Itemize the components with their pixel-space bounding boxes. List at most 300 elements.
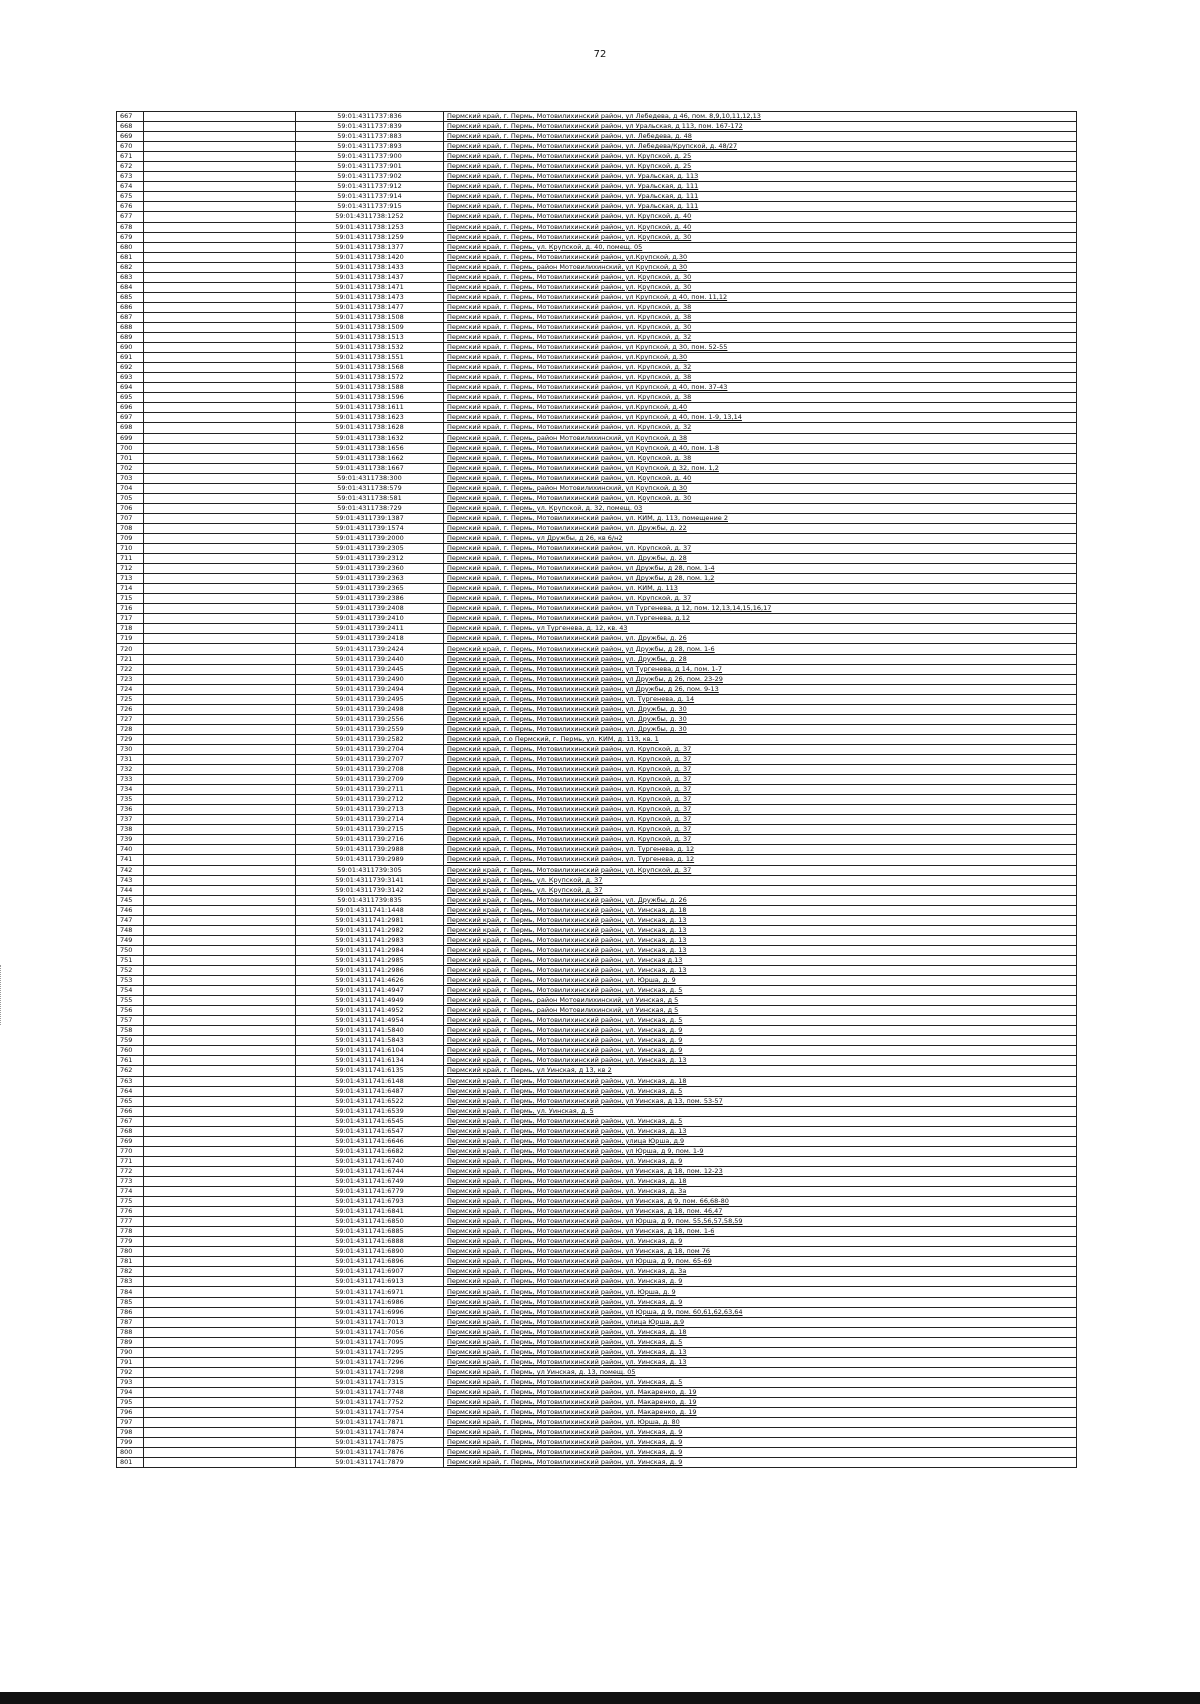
cadastral-number-cell: 59:01:4311737:893: [296, 142, 444, 152]
cadastral-number-cell: 59:01:4311739:2408: [296, 604, 444, 614]
row-number-cell: 779: [117, 1237, 144, 1247]
empty-cell: [144, 1046, 296, 1056]
empty-cell: [144, 493, 296, 503]
row-number-cell: 790: [117, 1347, 144, 1357]
table-row: [117, 122, 1077, 132]
address-cell: Пермский край, г. Пермь, Мотовилихинский район, ул. Лебедева/Крупской, д. 48/27: [444, 142, 1077, 152]
row-number-cell: 781: [117, 1257, 144, 1267]
empty-cell: [144, 1408, 296, 1418]
scan-artifact: [0, 965, 4, 1025]
address-cell: Пермский край, г. Пермь, Мотовилихинский район, ул. Крупской, д. 37: [444, 815, 1077, 825]
row-number-cell: 673: [117, 172, 144, 182]
empty-cell: [144, 584, 296, 594]
cadastral-number-cell: 59:01:4311741:6913: [296, 1277, 444, 1287]
row-number-cell: 795: [117, 1398, 144, 1408]
empty-cell: [144, 935, 296, 945]
address-cell: Пермский край, г. Пермь, Мотовилихинский район, ул. Крупской, д. 37: [444, 795, 1077, 805]
row-number-cell: 669: [117, 132, 144, 142]
table-row: [117, 714, 1077, 724]
table-row: [117, 845, 1077, 855]
row-number-cell: 727: [117, 714, 144, 724]
address-cell: Пермский край, г. Пермь, Мотовилихинский район, ул. Уинская, д. 9: [444, 1458, 1077, 1468]
address-cell: Пермский край, г. Пермь, Мотовилихинский район, ул. Уральская, д. 113: [444, 172, 1077, 182]
table-row: [117, 302, 1077, 312]
row-number-cell: 752: [117, 965, 144, 975]
address-cell: Пермский край, г. Пермь, Мотовилихинский район, ул. Уинская, д. 9: [444, 1036, 1077, 1046]
cadastral-number-cell: 59:01:4311739:2559: [296, 724, 444, 734]
address-cell: Пермский край, г. Пермь, Мотовилихинский район, ул. Крупской, д. 30: [444, 282, 1077, 292]
row-number-cell: 794: [117, 1387, 144, 1397]
address-cell: Пермский край, г. Пермь, Мотовилихинский район, ул Крупской, д 40, пом. 1-8: [444, 443, 1077, 453]
address-cell: Пермский край, г. Пермь, Мотовилихинский район, ул. Тургенева, д. 12: [444, 855, 1077, 865]
address-cell: Пермский край, г. Пермь, Мотовилихинский район, ул. Крупской, д. 32: [444, 363, 1077, 373]
empty-cell: [144, 1116, 296, 1126]
address-cell: Пермский край, г. Пермь, ул Тургенева, д. 12, кв. 43: [444, 624, 1077, 634]
table-row: [117, 885, 1077, 895]
table-row: [117, 775, 1077, 785]
address-cell: Пермский край, г. Пермь, Мотовилихинский район, ул. Уинская, д. 3а: [444, 1267, 1077, 1277]
row-number-cell: 709: [117, 533, 144, 543]
table-row: [117, 584, 1077, 594]
address-cell: Пермский край, г. Пермь, Мотовилихинский район, ул. КИМ, д. 113: [444, 584, 1077, 594]
address-cell: Пермский край, г. Пермь, Мотовилихинский район, ул. Уинская д.13: [444, 955, 1077, 965]
address-cell: Пермский край, г. Пермь, Мотовилихинский район, ул Дружбы, д 26, пом. 23-29: [444, 674, 1077, 684]
cadastral-number-cell: 59:01:4311739:2709: [296, 775, 444, 785]
table-row: [117, 614, 1077, 624]
row-number-cell: 675: [117, 192, 144, 202]
address-cell: Пермский край, г. Пермь, Мотовилихинский район, ул. Крупской, д. 38: [444, 302, 1077, 312]
row-number-cell: 739: [117, 835, 144, 845]
address-cell: Пермский край, г. Пермь, ул Уинская, д. 13, помещ. 05: [444, 1367, 1077, 1377]
row-number-cell: 801: [117, 1458, 144, 1468]
table-row: [117, 594, 1077, 604]
address-cell: Пермский край, г. Пермь, Мотовилихинский район, ул. Уинская, д. 9: [444, 1438, 1077, 1448]
cadastral-number-cell: 59:01:4311741:6547: [296, 1126, 444, 1136]
empty-cell: [144, 242, 296, 252]
row-number-cell: 718: [117, 624, 144, 634]
table-row: [117, 232, 1077, 242]
cadastral-number-cell: 59:01:4311739:2360: [296, 564, 444, 574]
address-cell: Пермский край, г. Пермь, Мотовилихинский район, ул. Уинская, д. 13: [444, 965, 1077, 975]
row-number-cell: 754: [117, 986, 144, 996]
row-number-cell: 759: [117, 1036, 144, 1046]
empty-cell: [144, 986, 296, 996]
cadastral-number-cell: 59:01:4311739:2363: [296, 574, 444, 584]
table-row: [117, 755, 1077, 765]
table-row: [117, 413, 1077, 423]
cadastral-number-cell: 59:01:4311741:6682: [296, 1146, 444, 1156]
table-row: [117, 1327, 1077, 1337]
row-number-cell: 780: [117, 1247, 144, 1257]
table-row: [117, 1026, 1077, 1036]
address-cell: Пермский край, г. Пермь, Мотовилихинский район, ул. Крупской, д. 38: [444, 312, 1077, 322]
empty-cell: [144, 1277, 296, 1287]
address-cell: Пермский край, г. Пермь, Мотовилихинский район, ул. Крупской, д. 32: [444, 333, 1077, 343]
table-row: [117, 865, 1077, 875]
row-number-cell: 725: [117, 694, 144, 704]
table-row: [117, 734, 1077, 744]
empty-cell: [144, 302, 296, 312]
address-cell: Пермский край, г. Пермь, Мотовилихинский район, ул. Уинская, д. 9: [444, 1448, 1077, 1458]
row-number-cell: 684: [117, 282, 144, 292]
address-cell: Пермский край, г. Пермь, Мотовилихинский район, ул. Крупской, д. 38: [444, 393, 1077, 403]
row-number-cell: 789: [117, 1337, 144, 1347]
row-number-cell: 678: [117, 222, 144, 232]
cadastral-number-cell: 59:01:4311741:6646: [296, 1136, 444, 1146]
cadastral-number-cell: 59:01:4311738:581: [296, 493, 444, 503]
cadastral-number-cell: 59:01:4311739:2707: [296, 755, 444, 765]
row-number-cell: 769: [117, 1136, 144, 1146]
address-cell: Пермский край, г. Пермь, Мотовилихинский район, ул. Крупской, д. 37: [444, 594, 1077, 604]
row-number-cell: 721: [117, 654, 144, 664]
cadastral-number-cell: 59:01:4311739:305: [296, 865, 444, 875]
address-cell: Пермский край, г. Пермь, Мотовилихинский район, ул. Уинская, д. 18: [444, 1176, 1077, 1186]
cadastral-number-cell: 59:01:4311738:1572: [296, 373, 444, 383]
empty-cell: [144, 312, 296, 322]
table-row: [117, 1176, 1077, 1186]
address-cell: Пермский край, г. Пермь, Мотовилихинский район, ул. Крупской, д. 37: [444, 785, 1077, 795]
empty-cell: [144, 1307, 296, 1317]
address-cell: Пермский край, г. Пермь, Мотовилихинский район, ул. Уинская, д. 18: [444, 1076, 1077, 1086]
cadastral-number-cell: 59:01:4311738:1551: [296, 353, 444, 363]
row-number-cell: 697: [117, 413, 144, 423]
row-number-cell: 670: [117, 142, 144, 152]
address-cell: Пермский край, г. Пермь, Мотовилихинский район, ул. Крупской, д. 30: [444, 272, 1077, 282]
cadastral-number-cell: 59:01:4311739:2365: [296, 584, 444, 594]
row-number-cell: 798: [117, 1428, 144, 1438]
cadastral-number-cell: 59:01:4311739:2386: [296, 594, 444, 604]
cadastral-number-cell: 59:01:4311738:1437: [296, 272, 444, 282]
cadastral-number-cell: 59:01:4311738:1433: [296, 262, 444, 272]
empty-cell: [144, 132, 296, 142]
empty-cell: [144, 574, 296, 584]
address-cell: Пермский край, г. Пермь, Мотовилихинский район, ул Уинская, д 18, пом. 12-23: [444, 1166, 1077, 1176]
row-number-cell: 772: [117, 1166, 144, 1176]
cadastral-number-cell: 59:01:4311739:2714: [296, 815, 444, 825]
row-number-cell: 742: [117, 865, 144, 875]
page-number: 72: [593, 49, 607, 60]
table-row: [117, 1428, 1077, 1438]
table-row: [117, 393, 1077, 403]
row-number-cell: 714: [117, 584, 144, 594]
row-number-cell: 797: [117, 1418, 144, 1428]
table-row: [117, 1197, 1077, 1207]
registry-body: [117, 112, 1077, 1468]
address-cell: Пермский край, г. Пермь, Мотовилихинский район, ул. Уинская, д. 9: [444, 1297, 1077, 1307]
address-cell: Пермский край, г. Пермь, Мотовилихинский район, ул. Уинская, д. 9: [444, 1428, 1077, 1438]
table-row: [117, 1207, 1077, 1217]
address-cell: Пермский край, г. Пермь, Мотовилихинский район, ул. Уинская, д. 9: [444, 1277, 1077, 1287]
empty-cell: [144, 262, 296, 272]
cadastral-number-cell: 59:01:4311741:6744: [296, 1166, 444, 1176]
address-cell: Пермский край, г. Пермь, Мотовилихинский район, ул Юрша, д 9, пом. 60,61,62,63,64: [444, 1307, 1077, 1317]
row-number-cell: 681: [117, 252, 144, 262]
table-row: [117, 1387, 1077, 1397]
address-cell: Пермский край, г. Пермь, Мотовилихинский район, ул. Дружбы, д. 28: [444, 554, 1077, 564]
cadastral-number-cell: 59:01:4311739:2410: [296, 614, 444, 624]
empty-cell: [144, 1146, 296, 1156]
table-row: [117, 373, 1077, 383]
cadastral-number-cell: 59:01:4311741:2985: [296, 955, 444, 965]
table-row: [117, 986, 1077, 996]
table-row: [117, 1116, 1077, 1126]
table-row: [117, 724, 1077, 734]
row-number-cell: 700: [117, 443, 144, 453]
row-number-cell: 747: [117, 915, 144, 925]
empty-cell: [144, 915, 296, 925]
cadastral-number-cell: 59:01:4311739:2495: [296, 694, 444, 704]
row-number-cell: 696: [117, 403, 144, 413]
address-cell: Пермский край, г. Пермь, Мотовилихинский район, ул Дружбы, д 26, пом. 9-13: [444, 684, 1077, 694]
address-cell: Пермский край, г. Пермь, Мотовилихинский район, ул. КИМ, д. 113, помещение 2: [444, 513, 1077, 523]
table-row: [117, 795, 1077, 805]
row-number-cell: 745: [117, 895, 144, 905]
cadastral-number-cell: 59:01:4311737:901: [296, 162, 444, 172]
cadastral-number-cell: 59:01:4311739:2445: [296, 664, 444, 674]
empty-cell: [144, 905, 296, 915]
table-row: [117, 996, 1077, 1006]
row-number-cell: 699: [117, 433, 144, 443]
table-row: [117, 544, 1077, 554]
table-row: [117, 1337, 1077, 1347]
cadastral-number-cell: 59:01:4311741:6890: [296, 1247, 444, 1257]
table-row: [117, 292, 1077, 302]
address-cell: Пермский край, г. Пермь, Мотовилихинский район, ул. Уинская, д. 3а: [444, 1187, 1077, 1197]
cadastral-number-cell: 59:01:4311738:1632: [296, 433, 444, 443]
address-cell: Пермский край, г. Пермь, Мотовилихинский район, ул. Крупской, д. 40: [444, 222, 1077, 232]
row-number-cell: 793: [117, 1377, 144, 1387]
table-row: [117, 1046, 1077, 1056]
cadastral-number-cell: 59:01:4311741:7876: [296, 1448, 444, 1458]
empty-cell: [144, 1347, 296, 1357]
table-row: [117, 322, 1077, 332]
table-row: [117, 262, 1077, 272]
address-cell: Пермский край, г. Пермь, ул. Уинская, д. 5: [444, 1106, 1077, 1116]
cadastral-number-cell: 59:01:4311741:7295: [296, 1347, 444, 1357]
row-number-cell: 776: [117, 1207, 144, 1217]
address-cell: Пермский край, г. Пермь, Мотовилихинский район, ул. Макаренко, д. 19: [444, 1387, 1077, 1397]
table-row: [117, 1016, 1077, 1026]
table-row: [117, 1287, 1077, 1297]
table-row: [117, 744, 1077, 754]
table-row: [117, 162, 1077, 172]
row-number-cell: 763: [117, 1076, 144, 1086]
empty-cell: [144, 413, 296, 423]
table-row: [117, 1247, 1077, 1257]
cadastral-number-cell: 59:01:4311741:7875: [296, 1438, 444, 1448]
row-number-cell: 720: [117, 644, 144, 654]
cadastral-number-cell: 59:01:4311741:7056: [296, 1327, 444, 1337]
empty-cell: [144, 945, 296, 955]
cadastral-number-cell: 59:01:4311741:5840: [296, 1026, 444, 1036]
cadastral-number-cell: 59:01:4311739:2440: [296, 654, 444, 664]
cadastral-number-cell: 59:01:4311741:4949: [296, 996, 444, 1006]
empty-cell: [144, 1438, 296, 1448]
cadastral-number-cell: 59:01:4311737:883: [296, 132, 444, 142]
cadastral-number-cell: 59:01:4311739:2711: [296, 785, 444, 795]
table-row: [117, 1086, 1077, 1096]
cadastral-number-cell: 59:01:4311739:1387: [296, 513, 444, 523]
empty-cell: [144, 353, 296, 363]
address-cell: Пермский край, г. Пермь, Мотовилихинский район, улица Юрша, д.9: [444, 1136, 1077, 1146]
address-cell: Пермский край, г. Пермь, Мотовилихинский район, ул. Уинская, д. 5: [444, 1337, 1077, 1347]
cadastral-number-cell: 59:01:4311741:7879: [296, 1458, 444, 1468]
cadastral-number-cell: 59:01:4311741:6850: [296, 1217, 444, 1227]
address-cell: Пермский край, г. Пермь, Мотовилихинский район, ул. Уинская, д. 13: [444, 1056, 1077, 1066]
cadastral-number-cell: 59:01:4311739:2989: [296, 855, 444, 865]
row-number-cell: 711: [117, 554, 144, 564]
table-row: [117, 312, 1077, 322]
address-cell: Пермский край, г. Пермь, Мотовилихинский район, ул Крупской, д 40, пом. 1-9, 13,14: [444, 413, 1077, 423]
cadastral-number-cell: 59:01:4311741:6545: [296, 1116, 444, 1126]
empty-cell: [144, 252, 296, 262]
empty-cell: [144, 1076, 296, 1086]
cadastral-number-cell: 59:01:4311738:1656: [296, 443, 444, 453]
cadastral-number-cell: 59:01:4311741:7013: [296, 1317, 444, 1327]
address-cell: Пермский край, г. Пермь, Мотовилихинский район, ул. Крупской, д. 37: [444, 744, 1077, 754]
row-number-cell: 773: [117, 1176, 144, 1186]
cadastral-number-cell: 59:01:4311741:2986: [296, 965, 444, 975]
cadastral-number-cell: 59:01:4311741:6749: [296, 1176, 444, 1186]
row-number-cell: 788: [117, 1327, 144, 1337]
address-cell: Пермский край, г. Пермь, Мотовилихинский район, ул. Дружбы, д. 22: [444, 523, 1077, 533]
table-row: [117, 142, 1077, 152]
empty-cell: [144, 1317, 296, 1327]
address-cell: Пермский край, г. Пермь, Мотовилихинский район, ул. Крупской, д. 37: [444, 825, 1077, 835]
table-row: [117, 1126, 1077, 1136]
row-number-cell: 712: [117, 564, 144, 574]
cadastral-number-cell: 59:01:4311739:2411: [296, 624, 444, 634]
row-number-cell: 719: [117, 634, 144, 644]
address-cell: Пермский край, г. Пермь, Мотовилихинский район, ул. Крупской, д. 40: [444, 473, 1077, 483]
cadastral-number-cell: 59:01:4311737:915: [296, 202, 444, 212]
empty-cell: [144, 523, 296, 533]
cadastral-number-cell: 59:01:4311739:1574: [296, 523, 444, 533]
table-row: [117, 132, 1077, 142]
address-cell: Пермский край, г. Пермь, Мотовилихинский район, ул.Крупской, д.40: [444, 403, 1077, 413]
table-row: [117, 1056, 1077, 1066]
table-row: [117, 453, 1077, 463]
table-row: [117, 965, 1077, 975]
empty-cell: [144, 744, 296, 754]
address-cell: Пермский край, г. Пермь, район Мотовилихинский, ул Крупской, д 30: [444, 262, 1077, 272]
row-number-cell: 746: [117, 905, 144, 915]
address-cell: Пермский край, г. Пермь, Мотовилихинский район, ул. Тургенева, д. 12: [444, 845, 1077, 855]
row-number-cell: 694: [117, 383, 144, 393]
table-row: [117, 1187, 1077, 1197]
table-row: [117, 1076, 1077, 1086]
table-row: [117, 976, 1077, 986]
table-row: [117, 895, 1077, 905]
address-cell: Пермский край, г. Пермь, район Мотовилихинский, ул Уинская, д 5: [444, 996, 1077, 1006]
empty-cell: [144, 172, 296, 182]
table-row: [117, 1377, 1077, 1387]
row-number-cell: 740: [117, 845, 144, 855]
cadastral-number-cell: 59:01:4311737:914: [296, 192, 444, 202]
cadastral-number-cell: 59:01:4311738:1532: [296, 343, 444, 353]
row-number-cell: 757: [117, 1016, 144, 1026]
row-number-cell: 768: [117, 1126, 144, 1136]
row-number-cell: 774: [117, 1187, 144, 1197]
row-number-cell: 728: [117, 724, 144, 734]
cadastral-number-cell: 59:01:4311741:7095: [296, 1337, 444, 1347]
row-number-cell: 693: [117, 373, 144, 383]
cadastral-number-cell: 59:01:4311738:1513: [296, 333, 444, 343]
table-row: [117, 564, 1077, 574]
address-cell: Пермский край, г. Пермь, Мотовилихинский район, ул. Крупской, д. 25: [444, 152, 1077, 162]
row-number-cell: 683: [117, 272, 144, 282]
table-row: [117, 272, 1077, 282]
cadastral-number-cell: 59:01:4311737:900: [296, 152, 444, 162]
address-cell: Пермский край, г. Пермь, Мотовилихинский район, ул. Крупской, д. 25: [444, 162, 1077, 172]
empty-cell: [144, 212, 296, 222]
cadastral-number-cell: 59:01:4311741:7874: [296, 1428, 444, 1438]
row-number-cell: 724: [117, 684, 144, 694]
empty-cell: [144, 654, 296, 664]
table-row: [117, 925, 1077, 935]
row-number-cell: 704: [117, 483, 144, 493]
registry-table: [116, 111, 1077, 1468]
empty-cell: [144, 1398, 296, 1408]
table-row: [117, 433, 1077, 443]
table-row: [117, 152, 1077, 162]
cadastral-number-cell: 59:01:4311739:2305: [296, 544, 444, 554]
table-row: [117, 353, 1077, 363]
table-row: [117, 252, 1077, 262]
row-number-cell: 787: [117, 1317, 144, 1327]
table-row: [117, 503, 1077, 513]
address-cell: Пермский край, г. Пермь, Мотовилихинский район, ул. Юрша, д. 9: [444, 1287, 1077, 1297]
row-number-cell: 738: [117, 825, 144, 835]
cadastral-number-cell: 59:01:4311739:2582: [296, 734, 444, 744]
address-cell: Пермский край, г. Пермь, ул Уинская, д 13, кв 2: [444, 1066, 1077, 1076]
table-row: [117, 1257, 1077, 1267]
cadastral-number-cell: 59:01:4311739:2988: [296, 845, 444, 855]
empty-cell: [144, 1297, 296, 1307]
address-cell: Пермский край, г. Пермь, Мотовилихинский район, ул. Уинская, д. 5: [444, 1377, 1077, 1387]
cadastral-number-cell: 59:01:4311739:2708: [296, 765, 444, 775]
row-number-cell: 722: [117, 664, 144, 674]
address-cell: Пермский край, г. Пермь, Мотовилихинский район, ул. Дружбы, д. 30: [444, 714, 1077, 724]
row-number-cell: 762: [117, 1066, 144, 1076]
empty-cell: [144, 1166, 296, 1176]
row-number-cell: 706: [117, 503, 144, 513]
empty-cell: [144, 865, 296, 875]
empty-cell: [144, 1217, 296, 1227]
address-cell: Пермский край, г. Пермь, ул. Крупской, д. 37: [444, 875, 1077, 885]
cadastral-number-cell: 59:01:4311741:6841: [296, 1207, 444, 1217]
empty-cell: [144, 433, 296, 443]
row-number-cell: 671: [117, 152, 144, 162]
empty-cell: [144, 1257, 296, 1267]
row-number-cell: 758: [117, 1026, 144, 1036]
address-cell: Пермский край, г. Пермь, Мотовилихинский район, ул. Уинская, д. 13: [444, 935, 1077, 945]
cadastral-number-cell: 59:01:4311739:2713: [296, 805, 444, 815]
table-row: [117, 1006, 1077, 1016]
cadastral-number-cell: 59:01:4311741:6971: [296, 1287, 444, 1297]
cadastral-number-cell: 59:01:4311739:2716: [296, 835, 444, 845]
row-number-cell: 766: [117, 1106, 144, 1116]
empty-cell: [144, 925, 296, 935]
row-number-cell: 692: [117, 363, 144, 373]
empty-cell: [144, 1176, 296, 1186]
cadastral-number-cell: 59:01:4311739:3141: [296, 875, 444, 885]
empty-cell: [144, 704, 296, 714]
empty-cell: [144, 825, 296, 835]
address-cell: Пермский край, г. Пермь, Мотовилихинский район, ул Юрша, д 9, пом. 65-69: [444, 1257, 1077, 1267]
table-row: [117, 192, 1077, 202]
row-number-cell: 765: [117, 1096, 144, 1106]
